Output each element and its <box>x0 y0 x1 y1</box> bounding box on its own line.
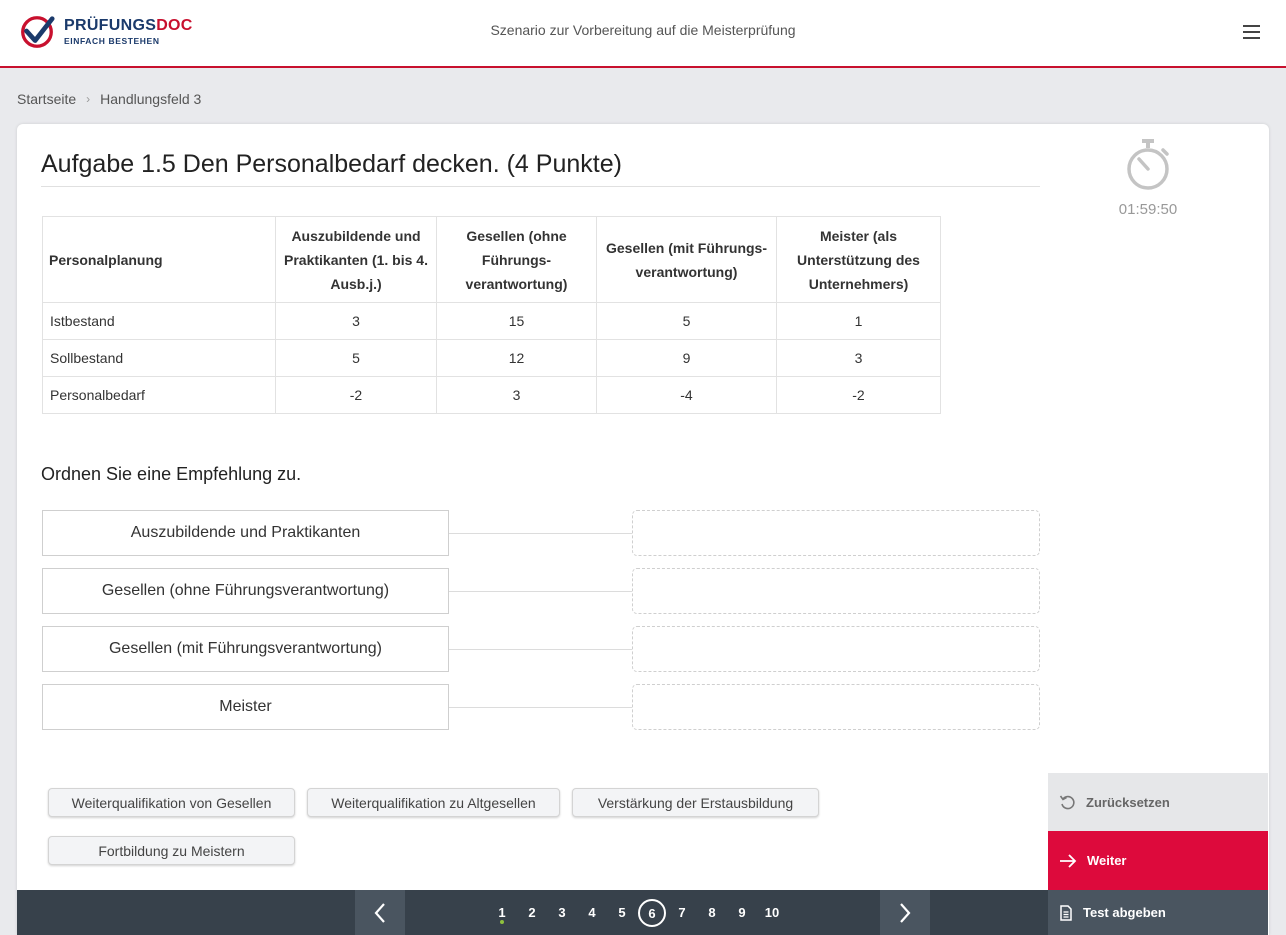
match-connector-line <box>449 649 632 650</box>
option-chip[interactable]: Weiterqualifikation von Gesellen <box>48 788 295 817</box>
page-number-5[interactable]: 5 <box>618 905 626 920</box>
table-header-cell: Personalplanung <box>43 217 276 303</box>
table-cell: Personalbedarf <box>43 377 276 414</box>
table-cell: 3 <box>437 377 597 414</box>
table-header-cell: Gesellen (mit Führungs-verantwortung) <box>597 217 777 303</box>
option-chip[interactable]: Verstärkung der Erstausbildung <box>572 788 819 817</box>
drop-zone[interactable] <box>632 510 1040 556</box>
option-chip[interactable]: Weiterqualifikation zu Altgesellen <box>307 788 560 817</box>
logo-title-part-b: DOC <box>156 17 193 35</box>
prev-question-button[interactable] <box>355 890 405 935</box>
table-cell: 15 <box>437 303 597 340</box>
table-row <box>43 340 941 377</box>
table-row <box>43 377 941 414</box>
chevron-right-icon <box>899 903 911 923</box>
personnel-table <box>42 216 941 414</box>
match-left-item: Gesellen (ohne Führungsverantwortung) <box>42 568 449 614</box>
task-title: Aufgabe 1.5 Den Personalbedarf decken. (4 Punkte) <box>41 150 622 178</box>
match-left-item: Meister <box>42 684 449 730</box>
table-cell: 12 <box>437 340 597 377</box>
page-number-1[interactable]: 1 <box>498 905 506 920</box>
page-number-7[interactable]: 7 <box>678 905 686 920</box>
table-cell: 9 <box>597 340 777 377</box>
match-connector-line <box>449 533 632 534</box>
table-cell: 3 <box>276 303 437 340</box>
stopwatch-icon <box>1123 138 1173 193</box>
hamburger-menu-icon[interactable] <box>1243 25 1260 39</box>
answered-indicator-dot <box>500 920 504 924</box>
chevron-right-icon: › <box>86 92 91 106</box>
next-question-button[interactable] <box>880 890 930 935</box>
table-header-cell: Auszubildende und Praktikanten (1. bis 4. Ausb.j.) <box>276 217 437 303</box>
submit-test-button-label: Test abgeben <box>1083 905 1166 920</box>
table-header-cell: Gesellen (ohne Führungs-verantwortung) <box>437 217 597 303</box>
page-number-8[interactable]: 8 <box>708 905 716 920</box>
question-pagination <box>17 890 1048 935</box>
table-cell: Sollbestand <box>43 340 276 377</box>
drop-zone[interactable] <box>632 684 1040 730</box>
page-number-3[interactable]: 3 <box>558 905 566 920</box>
app-header <box>0 0 1286 68</box>
page-number-9[interactable]: 9 <box>738 905 746 920</box>
drop-zone[interactable] <box>632 568 1040 614</box>
timer <box>1105 138 1191 218</box>
table-cell: -2 <box>777 377 941 414</box>
page-number-2[interactable]: 2 <box>528 905 536 920</box>
next-button-label: Weiter <box>1087 853 1127 868</box>
table-cell: -2 <box>276 377 437 414</box>
title-divider <box>41 186 1040 187</box>
table-cell: 5 <box>597 303 777 340</box>
table-row <box>43 303 941 340</box>
document-icon <box>1059 905 1073 921</box>
undo-icon <box>1059 794 1076 811</box>
timer-value: 01:59:50 <box>1118 201 1178 218</box>
table-cell: Istbestand <box>43 303 276 340</box>
option-chip[interactable]: Fortbildung zu Meistern <box>48 836 295 865</box>
page-number-6[interactable]: 6 <box>638 899 666 927</box>
logo-title-part-a: PRÜFUNGS <box>64 17 157 35</box>
table-cell: 1 <box>777 303 941 340</box>
breadcrumb-home[interactable]: Startseite <box>17 91 77 107</box>
assignment-heading: Ordnen Sie eine Empfehlung zu. <box>41 464 302 484</box>
breadcrumb <box>17 91 201 107</box>
reset-button[interactable] <box>1048 773 1268 831</box>
match-connector-line <box>449 707 632 708</box>
chevron-left-icon <box>374 903 386 923</box>
table-cell: 3 <box>777 340 941 377</box>
match-left-item: Auszubildende und Praktikanten <box>42 510 449 556</box>
arrow-right-icon <box>1059 854 1077 868</box>
table-cell: 5 <box>276 340 437 377</box>
header-title: Szenario zur Vorbereitung auf die Meisterprüfung <box>490 22 796 38</box>
drop-zone[interactable] <box>632 626 1040 672</box>
logo-tagline: EINFACH BESTEHEN <box>64 36 160 47</box>
table-header-cell: Meister (als Unterstützung des Unternehmers) <box>777 217 941 303</box>
table-cell: -4 <box>597 377 777 414</box>
table-header-row <box>43 217 941 303</box>
page-number-10[interactable]: 10 <box>764 905 780 920</box>
breadcrumb-current: Handlungsfeld 3 <box>100 91 202 107</box>
submit-test-button[interactable] <box>1048 890 1268 935</box>
reset-button-label: Zurücksetzen <box>1086 794 1170 810</box>
next-button[interactable] <box>1048 831 1268 890</box>
match-left-item: Gesellen (mit Führungsverantwortung) <box>42 626 449 672</box>
page-number-4[interactable]: 4 <box>588 905 596 920</box>
match-connector-line <box>449 591 632 592</box>
